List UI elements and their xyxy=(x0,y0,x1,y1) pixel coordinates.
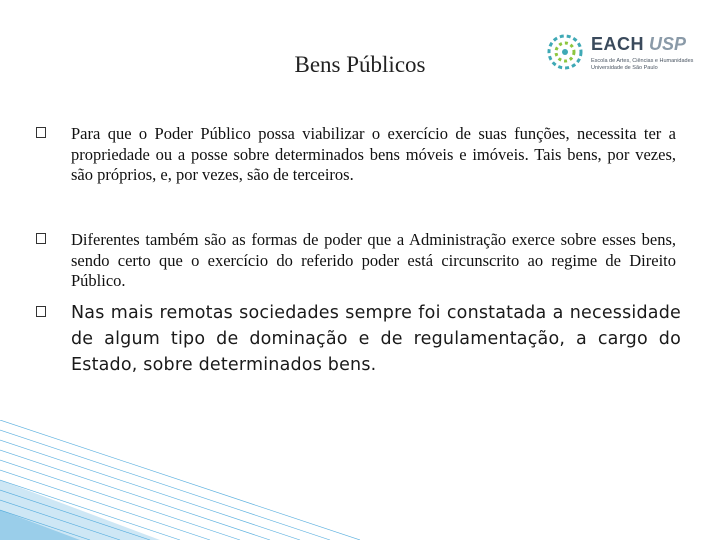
bullet-text: Para que o Poder Público possa viabilizar o exercício de suas funções, necessita ter a propriedade ou a posse sobre determinados bens móveis e imóveis. Tais bens, por vezes, são próprios, e, por vezes, são de terceiros. xyxy=(71,124,676,184)
square-bullet-icon xyxy=(36,233,46,244)
logo-subtitle-university: Universidade de São Paulo xyxy=(591,65,658,71)
usp-wordmark: USP xyxy=(649,34,687,54)
bullet-text: Diferentes também são as formas de poder que a Administração exerce sobre esses bens, sendo certo que o exercício do referido poder está circunscrito ao regime de Direito Público. xyxy=(71,230,676,290)
bullet-text: Nas mais remotas sociedades sempre foi constatada a necessidade de algum tipo de dominação e de regulamentação, a cargo do Estado, sobre determinados bens. xyxy=(71,303,681,375)
corner-decoration xyxy=(0,420,360,540)
slide-title: Bens Públicos xyxy=(294,52,426,77)
logo-subtitle-school: Escola de Artes, Ciências e Humanidades xyxy=(591,58,694,64)
each-usp-logo xyxy=(545,30,695,82)
square-bullet-icon xyxy=(36,306,46,317)
each-emblem-icon xyxy=(545,30,585,74)
each-wordmark: EACH xyxy=(591,34,645,54)
square-bullet-icon xyxy=(36,127,46,138)
